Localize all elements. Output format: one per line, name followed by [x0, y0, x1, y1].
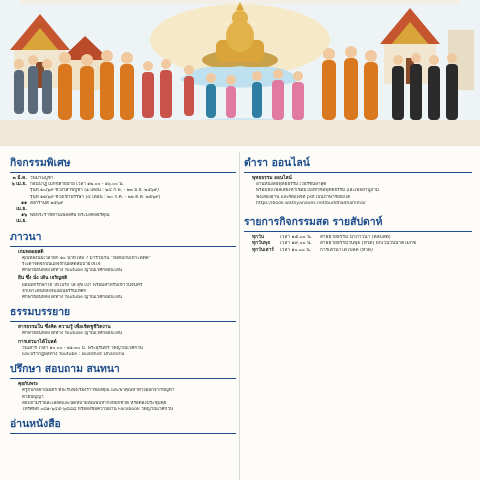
right-column: [244, 152, 472, 256]
reading-title: อ่านหนังสือ: [10, 415, 236, 434]
texts-item-title: พุทธธรรม ออนไลน์: [252, 176, 292, 181]
event-date: ๓ มี.ค.: [12, 176, 27, 181]
weekly-schedule-title: รายการกิจกรรมสด รายสัปดาห์: [244, 213, 472, 232]
dhamma-item: [10, 340, 236, 359]
illustration-svg: [0, 0, 480, 146]
event-date: ๑๖ เม.ย.: [16, 213, 27, 225]
consult-item: [10, 382, 236, 413]
meditation-item: [10, 276, 236, 301]
consult-item-line: สอบถามรายละเอียดและนัดหมายเพิ่มพบหากังหยกชีวิต หรือต้องประชุมคุย: [22, 400, 167, 406]
dhamma-item-line: และปรากฎผลทาง Youtube : Buddhist Dhamma: [22, 352, 125, 358]
dhamma-item-line: วันเสาร์ เวลา ๑๐.๐๐ - ๑๑.๓๐ น. พระอุรินทร์ วัดญาณเวศกวัน: [22, 345, 143, 351]
schedule-day: ทุกวันเสาร์: [252, 247, 274, 253]
texts-item: [244, 176, 472, 207]
online-texts-section: [244, 154, 472, 207]
schedule-day: ทุกวัน: [252, 235, 265, 241]
meditation-title: ภาวนา: [10, 228, 236, 247]
meditation-item-title: เกมพลอยสติ: [18, 249, 44, 255]
schedule-day: ทุกวันพุธ: [252, 241, 271, 247]
event-text: พิธีพระราชทานเพลิงศพ พระมงคลธีรคุณ: [30, 213, 110, 219]
schedule-time: เวลา ๑๕.๐๐ น.: [280, 235, 312, 241]
event-row: [10, 213, 236, 225]
left-column: [10, 152, 236, 437]
texts-item-line: อ่านหนังสือพุทธธรรม เวอร์ชั่นล่าสุด: [256, 182, 327, 188]
event-text: รุ่นที่ ๑๑/๖๙ ช่วงเข้าพรรษา (๔ เดือน : ๒๐ ก.ค. - ๒๒ ต.ค. ๒๕๖๙): [30, 194, 161, 200]
dhamma-item-line: ศึกษาย้อนหลังได้ทาง Youtube ญาณเวศก์ออนไลน์: [22, 331, 122, 337]
event-text: สงกรานต์ ๒๕๖๙: [30, 200, 64, 206]
dhamma-item-title: การเสวนาได้โบลด์: [18, 339, 57, 345]
schedule-row: [244, 248, 472, 254]
schedule-activity: สาธยายธรรมวันพุธ (ทีวีด) ยกเว้นวันปาติโมกข์: [320, 241, 417, 247]
column-divider: [239, 152, 240, 480]
meditation-item: [10, 250, 236, 275]
consult-item-title: คุยกับพระ: [18, 382, 39, 388]
special-events-section: [10, 154, 236, 226]
meditation-item-line: ศึกษาย้อนหลังได้ทาง Youtube ญาณเวศก์ออนไลน์: [22, 295, 122, 301]
schedule-time: เวลา ๑๙.๐๐ น.: [280, 241, 312, 247]
reading-section: [10, 415, 236, 434]
texts-item-line: ฟังเสียงอ่าน และซิพเพจที่ pdf เป็นภาษาชั่งยังได้: [256, 194, 351, 200]
meditation-item-title: ยืน ซึ่ง นั่ง เดิน เจริญสติ: [18, 276, 68, 282]
texts-item-line: พร้อมฟังไฟล์เสียงหาเชื่อมโยงหัวข้อพุทธธรรม และเพจย่านูถาม: [256, 188, 379, 194]
schedule-activity: การเสวนาได้โบลด์ (ทีวีด): [320, 247, 373, 253]
online-texts-title: ตำรา ออนไลน์: [244, 154, 472, 173]
consult-item-line: โทรศัพท์ ๐๘๑-๖๔๕-๖๔๘๘ หรือส่งข้อความผ่าน Facebook วัดญาณเวศกวัน: [22, 407, 174, 413]
weekly-schedule-list: [244, 235, 472, 254]
dhamma-item-title: สารธรรมใน ซึ่งคิด ความรู้ เพื่อเชิดชูชีวิตงาน: [18, 325, 111, 331]
event-text: รุ่นที่ ๑๐/๖๙ ช่วงวิสาขบูชา (๑ เดือน : ๒๔ ก.พ. - ๒๓ มี.ย. ๒๕๖๙): [30, 188, 159, 194]
dhamma-item: [10, 325, 236, 337]
special-events-list: [10, 176, 236, 226]
consult-item-line: ครูกับกัลยาณมิตร ที่จะรับฟังเรื่องราวของคุณ และพาคุณหาทางออกจากปัญหา: [22, 388, 175, 394]
event-row: [10, 201, 236, 213]
event-text: ก่อนปาฏิโมกข์สาธยาย เวลา ๑๒.๐๐ - ๑๖.๐๐ น.: [30, 182, 124, 188]
meditation-list: [10, 250, 236, 302]
consult-list: [10, 382, 236, 413]
meditation-item-line: ผ่อนพักรักษาใจ ให้โปร่ง ใส สุข เบา พร้อมสำหรับเข้าวันจันทร์: [22, 282, 143, 288]
dhamma-talk-title: ธรรมบรรยาย: [10, 303, 236, 322]
schedule-time: เวลา ๑๐.๐๐ น.: [280, 247, 312, 253]
meditation-item-line: ศึกษาย้อนหลังได้ทาง Youtube ญาณเวศก์ออนไลน์: [22, 268, 122, 274]
meditation-item-line: ระเด้าจดจกบนแผ่จรกนผีสดีสมบายใจไจ: [22, 262, 101, 268]
event-date: ๑๑ เม.ย.: [16, 200, 27, 213]
meditation-item-line: คุณทองนมีเวลาฝึก ๑๐ นาทีไหม ? มาร่วมกัน “สงคมกมเหาะดีดดี”: [22, 255, 152, 261]
weekly-schedule-section: [244, 213, 472, 254]
consult-item-line: ด้วยปัญญา: [22, 394, 44, 400]
songkran-illustration: [0, 0, 480, 146]
consult-section: [10, 360, 236, 413]
consult-title: ปรึกษา สอบถาม สนทนา: [10, 360, 236, 379]
online-texts-list: [244, 176, 472, 207]
special-events-title: กิจกรรมพิเศษ: [10, 154, 236, 173]
meditation-section: [10, 228, 236, 302]
meditation-item-line: จำเพาะฝันหลังจบแผนธรรมเทศก์: [22, 288, 87, 294]
link-url[interactable]: https://book.watnyanaves.net/buddhadhamma/: [256, 200, 366, 206]
event-date: ๖ เม.ย.: [11, 182, 27, 188]
schedule-activity: สาธยายธรรม นำภาวนา (คลับสติ): [320, 235, 391, 241]
event-text: วันมาฆบูชา: [30, 176, 54, 181]
dhamma-talk-list: [10, 325, 236, 358]
dhamma-talk-section: [10, 303, 236, 358]
